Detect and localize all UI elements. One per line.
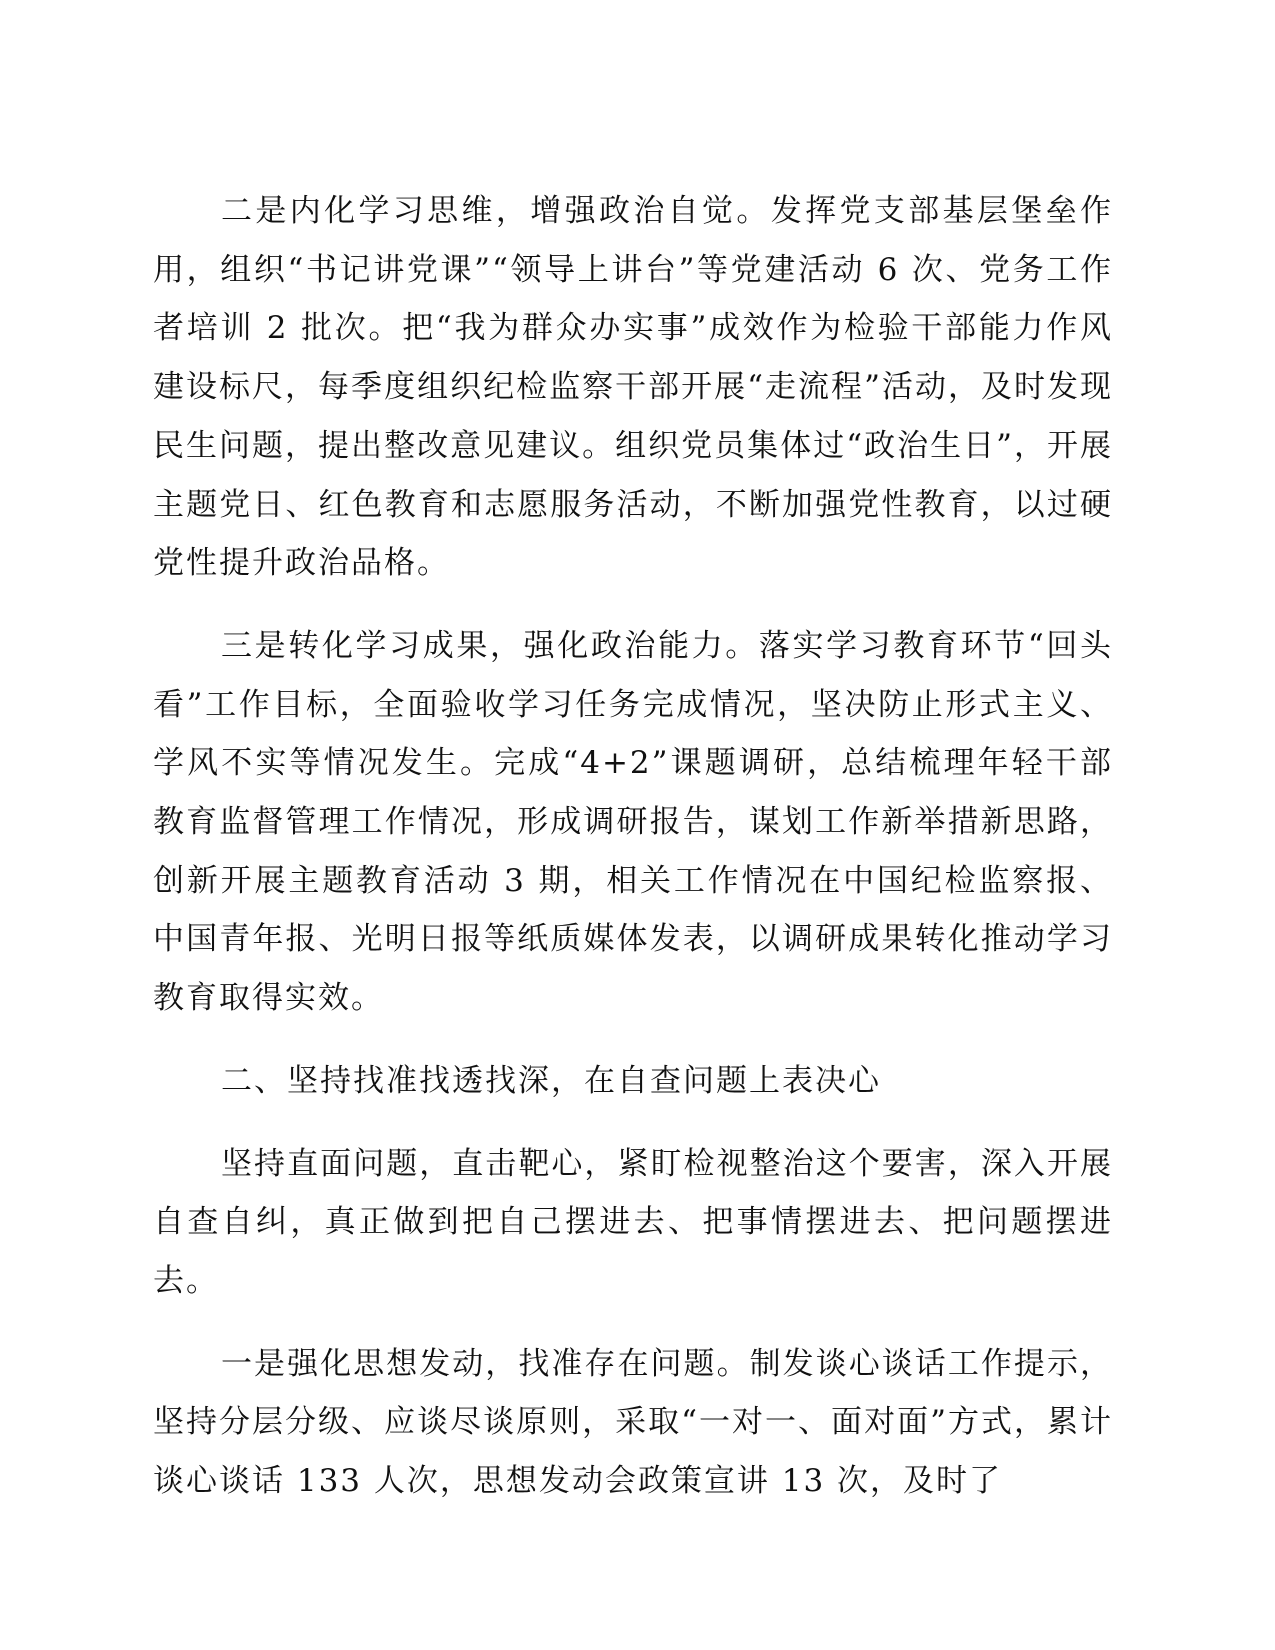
paragraph-ideological-mobilization: 一是强化思想发动，找准存在问题。制发谈心谈话工作提示，坚持分层分级、应谈尽谈原则，采取“一对一、面对面”方式，累计谈心谈话 133 人次，思想发动会政策宣讲 13 次，及时了: [153, 1345, 1113, 1500]
document-body: [153, 182, 1113, 1535]
section-heading-self-inspection: 二、坚持找准找透找深，在自查问题上表决心: [221, 1062, 881, 1099]
paragraph-inner-learning: 二是内化学习思维，增强政治自觉。发挥党支部基层堡垒作用，组织“书记讲党课”“领导上讲台”等党建活动 6 次、党务工作者培训 2 批次。把“我为群众办实事”成效作为检验干部能力作风建设标尺，每季度组织纪检监察干部开展“走流程”活动，及时发现民生问题，提出整改意见建议。组织党员集体过“政治生日”，开展主题党日、红色教育和志愿服务活动，不断加强党性教育，以过硬党性提升政治品格。: [153, 193, 1113, 582]
paragraph-face-problems: 坚持直面问题，直击靶心，紧盯检视整治这个要害，深入开展自查自纠，真正做到把自己摆进去、把事情摆进去、把问题摆进去。: [153, 1145, 1113, 1299]
paragraph-transform-results: 三是转化学习成果，强化政治能力。落实学习教育环节“回头看”工作目标，全面验收学习任务完成情况，坚决防止形式主义、学风不实等情况发生。完成“4+2”课题调研，总结梳理年轻干部教育监督管理工作情况，形成调研报告，谋划工作新举措新思路，创新开展主题教育活动 3 期，相关工作情况在中国纪检监察报、中国青年报、光明日报等纸质媒体发表，以调研成果转化推动学习教育取得实效。: [153, 627, 1113, 1017]
